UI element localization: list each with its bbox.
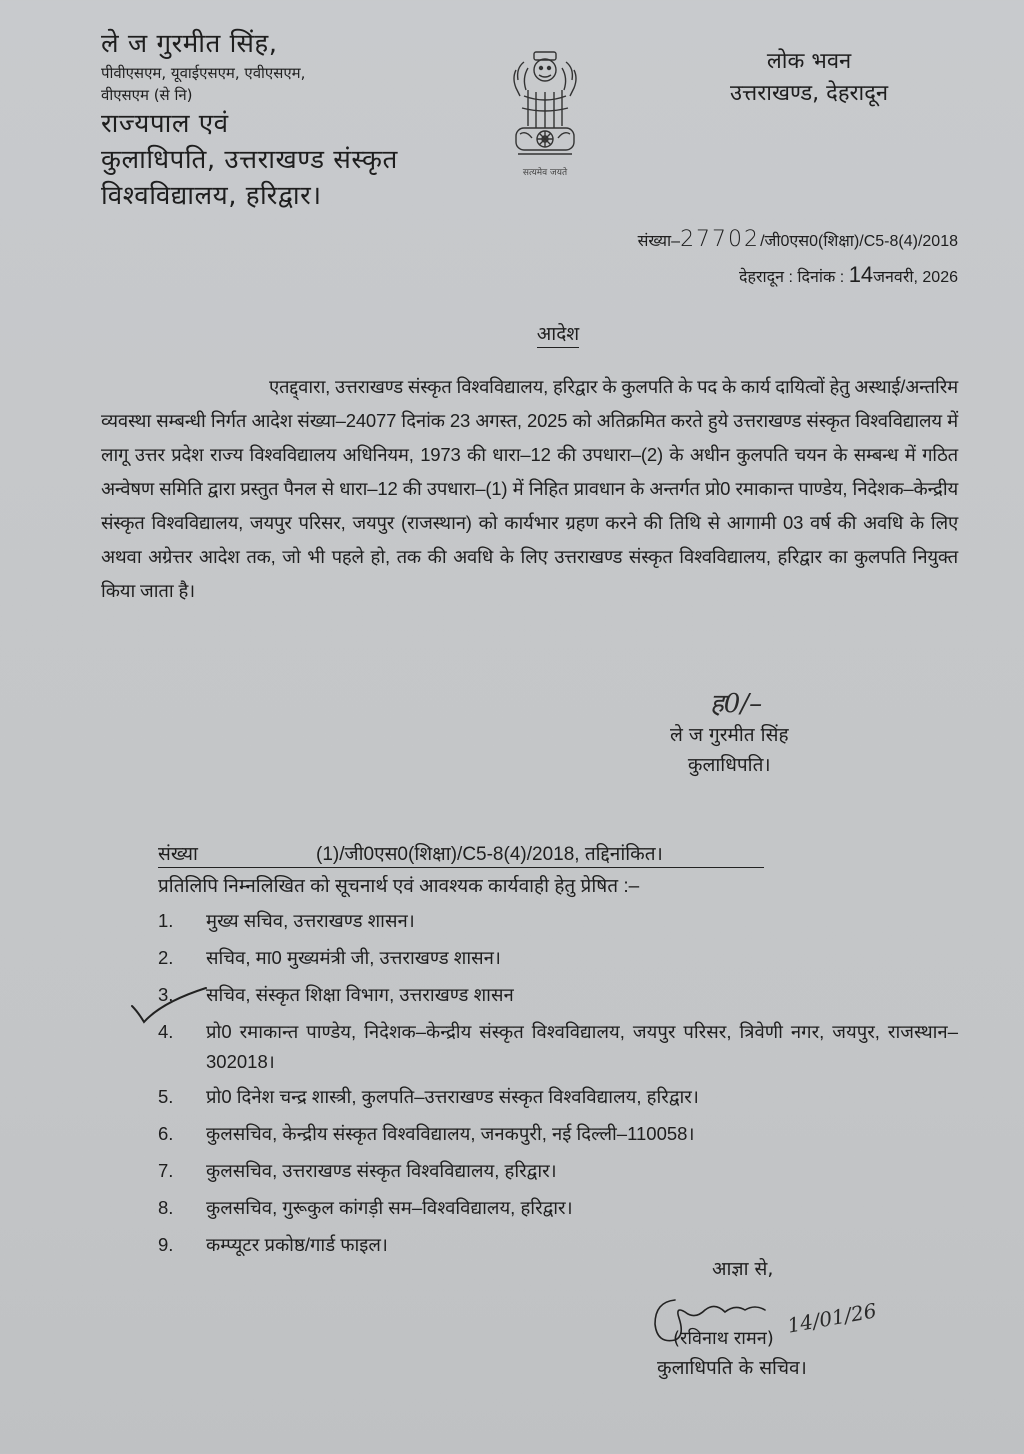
state-emblem [495,48,595,180]
sender-block [101,26,398,214]
signature-date-handwritten: 14/01/26 [785,1298,879,1338]
by-order-label: आज्ञा से, [712,1258,774,1280]
date-prefix: देहरादून : दिनांक : [738,269,845,286]
reference-number [638,227,958,252]
copy-heading-label: संख्या [158,844,198,865]
sender-title-line1: राज्यपाल एवं [101,109,229,139]
sender-name: ले ज गुरमीत सिंह, [101,29,278,59]
date-handwritten-day: 14 [848,262,874,287]
sender-title-line3: विश्वविद्यालय, हरिद्वार। [101,181,322,211]
list-item-text: सचिव, मा0 मुख्यमंत्री जी, उत्तराखण्ड शासन। [206,947,501,968]
state-emblem-icon [510,48,580,163]
list-item-text: कुलसचिव, उत्तराखण्ड संस्कृत विश्वविद्यालय, हरिद्वार। [206,1160,557,1181]
secretary-name: (रविनाथ रामन) [673,1328,774,1349]
list-item-number: 1. [158,910,174,931]
list-item [158,980,958,1010]
date-line [739,262,958,288]
list-item [158,906,958,936]
secretary-signature-block [645,1292,905,1392]
list-item [158,1230,958,1260]
list-item-text: मुख्य सचिव, उत्तराखण्ड शासन। [206,910,415,931]
list-item-number: 7. [158,1160,174,1181]
checkmark-icon [128,986,208,1026]
chancellor-signature-block [670,684,789,780]
list-item-text: कम्प्यूटर प्रकोष्ठ/गार्ड फाइल। [206,1234,388,1255]
list-item-text: कुलसचिव, गुरूकुल कांगड़ी सम–विश्वविद्यालय, हरिद्वार। [206,1197,573,1218]
date-suffix: जनवरी, 2026 [873,269,958,286]
list-item [158,943,958,973]
order-title [0,320,1024,346]
order-body: एतद्द्वारा, उत्तराखण्ड संस्कृत विश्वविद्यालय, हरिद्वार के कुलपति के पद के कार्य दायित्वों हेतु अस्थाई/अन्तरिम व्यवस्था सम्बन्धी निर्गत आदेश संख्या–24077 दिनांक 23 अगस्त, 2025 को अतिक्रमित करते हुये उत्तराखण्ड संस्कृत विश्वविद्यालय में लागू उत्तर प्रदेश राज्य विश्वविद्यालय अधिनियम, 1973 की धारा–12 की उपधारा–(2) के अधीन कुलपति चयन के सम्बन्ध में गठित अन्वेषण समिति द्वारा प्रस्तुत पैनल से धारा–12 की उपधारा–(1) में निहित प्रावधान के अन्तर्गत प्रो0 रमाकान्त पाण्डेय, निदेशक–केन्द्रीय संस्कृत विश्वविद्यालय, जयपुर परिसर, जयपुर (राजस्थान) को कार्यभार ग्रहण करने की तिथि से आगामी 03 वर्ष की अवधि के लिए अथवा अग्रेत्तर आदेश तक, जो भी पहले हो, तक की अवधि के लिए उत्तराखण्ड संस्कृत विश्वविद्यालय, हरिद्वार का कुलपति नियुक्त किया जाता है। [101,376,958,601]
list-item [158,1119,958,1149]
list-item [158,1156,958,1186]
list-item-number: 4. [158,1021,174,1042]
reference-prefix: संख्या– [637,233,681,250]
list-item [158,1082,958,1112]
distribution-list [158,906,958,1267]
list-item-text: प्रो0 रमाकान्त पाण्डेय, निदेशक–केन्द्रीय संस्कृत विश्वविद्यालय, जयपुर परिसर, त्रिवेणी नगर, जयपुर, राजस्थान–302018। [206,1021,958,1072]
secretary-designation: कुलाधिपति के सचिव। [657,1357,807,1379]
reference-handwritten-number: 27702 [680,227,761,252]
copy-intro: प्रतिलिपि निम्नलिखित को सूचनार्थ एवं आवश्यक कार्यवाही हेतु प्रेषित :– [158,876,640,897]
list-item-text: प्रो0 दिनेश चन्द्र शास्त्री, कुलपति–उत्तराखण्ड संस्कृत विश्वविद्यालय, हरिद्वार। [206,1086,699,1107]
sender-decorations-line1: पीवीएसएम, यूवाईएसएम, एवीएसएम, [101,64,306,82]
list-item-number: 2. [158,947,174,968]
chancellor-initials: ह0/– [710,689,763,719]
list-item-number: 3. [158,984,174,1005]
list-item-number: 8. [158,1197,174,1218]
emblem-motto: सत्यमेव जयते [522,168,568,178]
office-address [730,46,888,110]
list-item [158,1193,958,1223]
list-item [158,1017,958,1077]
office-name: लोक भवन [766,49,852,74]
list-item-number: 9. [158,1234,174,1255]
chancellor-name: ले ज गुरमीत सिंह [670,724,789,746]
list-item-text: कुलसचिव, केन्द्रीय संस्कृत विश्वविद्यालय, जनकपुरी, नई दिल्ली–110058। [206,1123,695,1144]
list-item-number: 5. [158,1086,174,1107]
sender-decorations-line2: वीएसएम (से नि) [101,86,193,104]
order-title-text: आदेश [537,323,579,348]
copy-reference-heading [158,840,764,868]
copy-heading-ref: (1)/जी0एस0(शिक्षा)/C5-8(4)/2018, तद्दिनांकित। [316,844,663,865]
office-location: उत्तराखण्ड, देहरादून [730,81,889,106]
sender-title-line2: कुलाधिपति, उत्तराखण्ड संस्कृत [101,145,398,175]
reference-suffix: /जी0एस0(शिक्षा)/C5-8(4)/2018 [760,233,958,250]
list-item-text: सचिव, संस्कृत शिक्षा विभाग, उत्तराखण्ड शासन [206,984,514,1005]
list-item-number: 6. [158,1123,174,1144]
chancellor-designation: कुलाधिपति। [687,754,771,776]
